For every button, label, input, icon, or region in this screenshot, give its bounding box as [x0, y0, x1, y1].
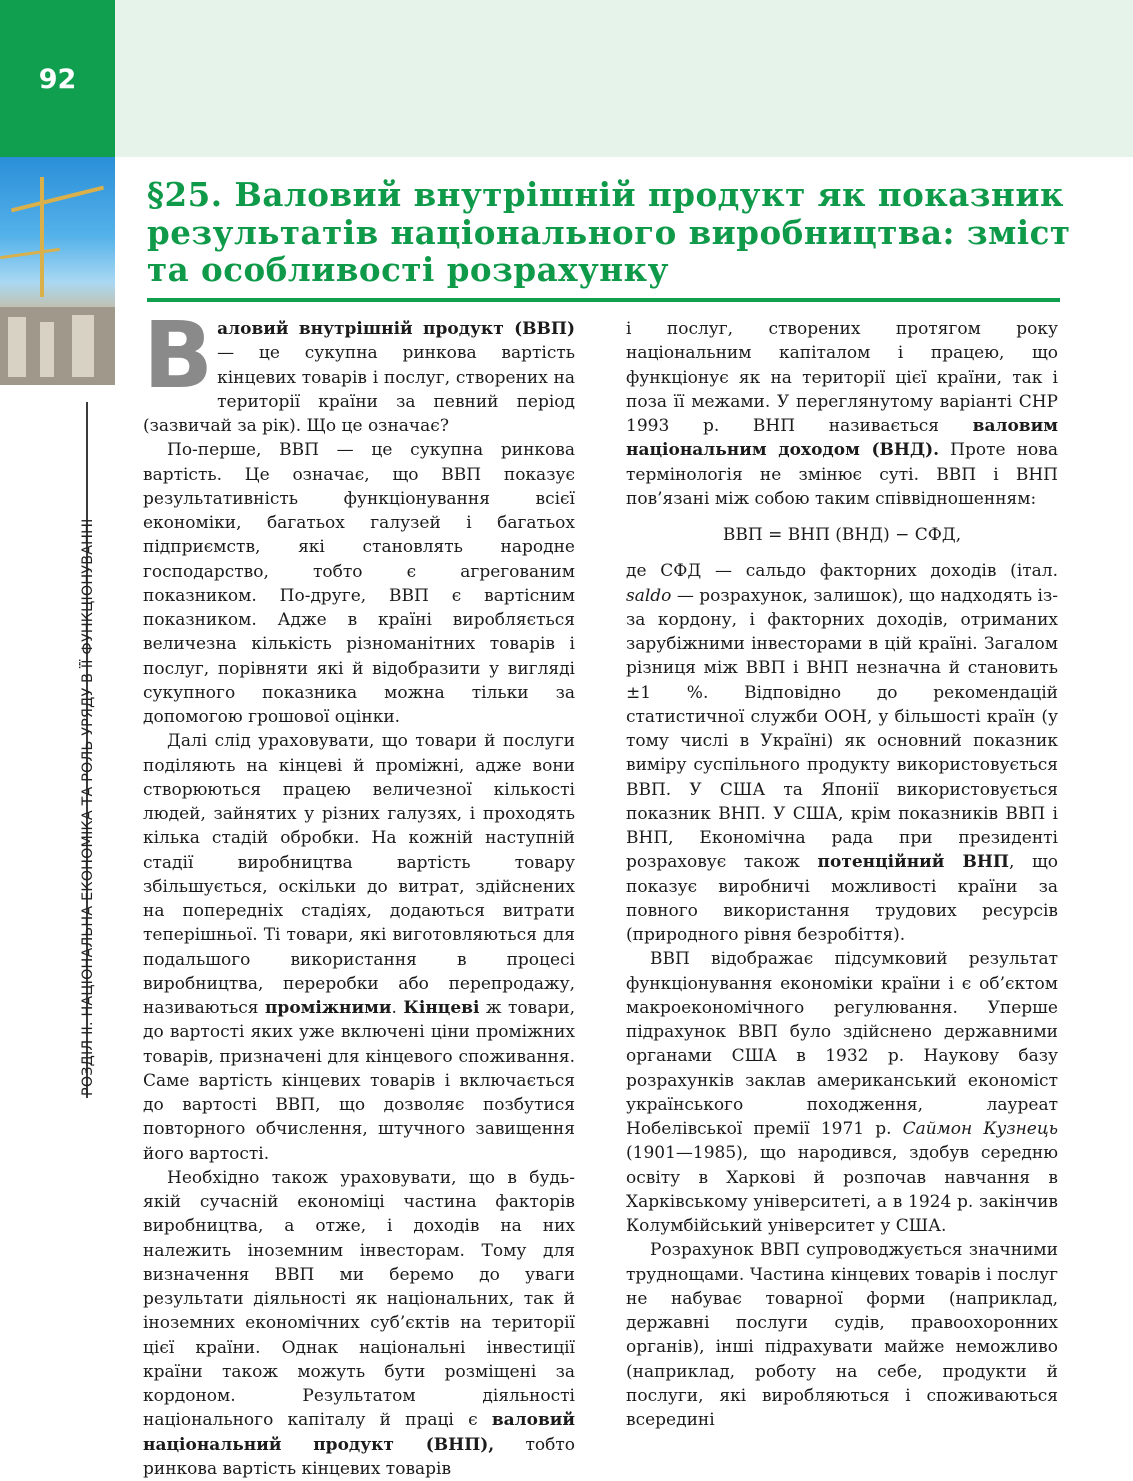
construction-photo	[0, 157, 115, 385]
bold-term: валовим національним доходом (ВНД).	[626, 416, 1058, 461]
bold-term: валовий національний продукт (ВНП),	[143, 1410, 575, 1455]
crane-jib-icon	[11, 186, 104, 213]
bold-term: потенційний ВНП	[817, 852, 1009, 873]
building-column-icon	[40, 322, 54, 377]
paragraph: Розрахунок ВВП супроводжується значними труднощами. Частина кінцевих товарів і послуг не набуває товарної форми (наприклад, державні послуги судів, правоохоронних органів), інші підрахувати майже неможливо (наприклад, роботу на себе, продукти й послуги, які виробляються і споживаються всередині	[626, 1240, 1058, 1430]
crane-mast-icon	[40, 177, 44, 297]
italic-term: saldo	[626, 585, 672, 606]
drop-cap: В	[143, 302, 214, 409]
paragraph: ВВП відображає підсумковий результат функціонування економіки країни і є об’єктом макроекономічного регулювання. Уперше підрахунок ВВП було здійснено державними органами США в 1932 р. Наукову базу розрахунків заклав американський економіст українського походження, лауреат Нобелівської премії 1971 р. Саймон Кузнець (1901—1985), що народився, здобув середню освіту в Харкові й розпочав навчання в Харківському університеті, а в 1924 р. закінчив Колумбійський університет у США.	[626, 949, 1058, 1236]
section-side-label: РОЗДІЛ II. НАЦІОНАЛЬНА ЕКОНОМІКА ТА РОЛЬ УРЯДУ В ЇЇ ФУНКЦІОНУВАННІ	[80, 518, 96, 1096]
header-band	[0, 0, 1133, 157]
bold-term: аловий внутрішній продукт (ВВП)	[217, 319, 575, 339]
section-title: §25. Валовий внутрішній продукт як показник результатів національного виробництва: зміст та особливості розрахунку	[147, 175, 1071, 289]
bold-term: проміжними	[264, 998, 392, 1018]
formula: ВВП = ВНП (ВНД) − СФД,	[722, 525, 962, 545]
bold-term: Кінцеві	[403, 998, 480, 1018]
building-column-icon	[72, 315, 94, 377]
right-column	[626, 317, 1058, 1432]
page-number: 92	[38, 64, 77, 95]
paragraph: де СФД — сальдо факторних доходів (італ. saldo — розрахунок, залишок), що надходять із-за кордону, і факторних доходів, отриманих зарубіжними інвесторами в цій країні. Загалом різниця між ВВП і ВНП незначна й становить ±1 %. Відповідно до рекомендацій статистичної служби ООН, у більшості країн (у тому числі в Україні) як основний показник виміру суспільного продукту використовується ВВП. У США та Японії використовується показник ВНП. У США, крім показників ВВП і ВНП, Економічна рада при президенті розраховує також потенційний ВНП, що показує виробничі можливості країни за повного використання трудових ресурсів (природного рівня безробіття).	[626, 561, 1059, 945]
title-divider	[147, 298, 1060, 302]
paragraph: По-перше, ВВП — це сукупна ринкова вартість. Це означає, що ВВП показує результативність функціонування всієї економіки, багатьох галузей і багатьох підприємств, які становлять народне господарство, тобто є агрегованим показником. По-друге, ВВП є вартісним показником. Адже в країні виробляється величезна кількість різноманітних товарів і послуг, порівняти які й відобразити у вигляді сукупного показника можна тільки за допомогою грошової оцінки.	[143, 440, 575, 727]
paragraph: Необхідно також ураховувати, що в будь-якій сучасній економіці частина факторів виробництва, а отже, і доходів на них належить іноземним інвесторам. Тому для визначення ВВП ми беремо до уваги результати діяльності як національних, так й іноземних економічних суб’єктів на території цієї країни. Однак національні інвестиції країни також можуть бути розміщені за кордоном. Результатом діяльності національного капіталу й праці є валовий національний продукт (ВНП), тобто ринкова вартість кінцевих товарів	[143, 1167, 576, 1479]
italic-term: Саймон Кузнець	[902, 1119, 1058, 1139]
paragraph: Далі слід ураховувати, що товари й послуги поділяють на кінцеві й проміжні, адже вони створюються працею величезної кількості людей, зайнятих у різних галузях, і проходять кілька стадій обробки. На кожній наступній стадії виробництва вартість товару збільшується, оскільки до витрат, здійснених на попередніх стадіях, додаються витрати теперішньої. Ті товари, які виготовляються для подальшого використання в процесі виробництва, переробки або перепродажу, називаються проміжними. Кінцеві ж товари, до вартості яких уже включені ціни проміжних товарів, призначені для кінцевого споживання. Саме вартість кінцевих товарів і включається до вартості ВВП, що дозволяє позбутися повторного обчислення, штучного завищення його вартості.	[143, 731, 575, 1164]
crane-jib-2-icon	[0, 248, 60, 259]
left-column	[143, 302, 576, 1481]
page-number-tab	[0, 0, 115, 157]
paragraph: аловий внутрішній продукт (ВВП) — це сукупна ринкова вартість кінцевих товарів і послуг, створених на території країни за певний період (зазвичай за рік). Що це означає?	[143, 319, 575, 436]
paragraph: і послуг, створених протягом року національним капіталом і працею, що функціонує як на території цієї країни, так і поза її межами. У переглянутому варіанті СНР 1993 р. ВНП називається валовим національним доходом (ВНД). Проте нова термінологія не змінює суті. ВВП і ВНП пов’язані між собою таким співвідношенням:	[626, 319, 1058, 509]
building-column-icon	[8, 317, 26, 377]
